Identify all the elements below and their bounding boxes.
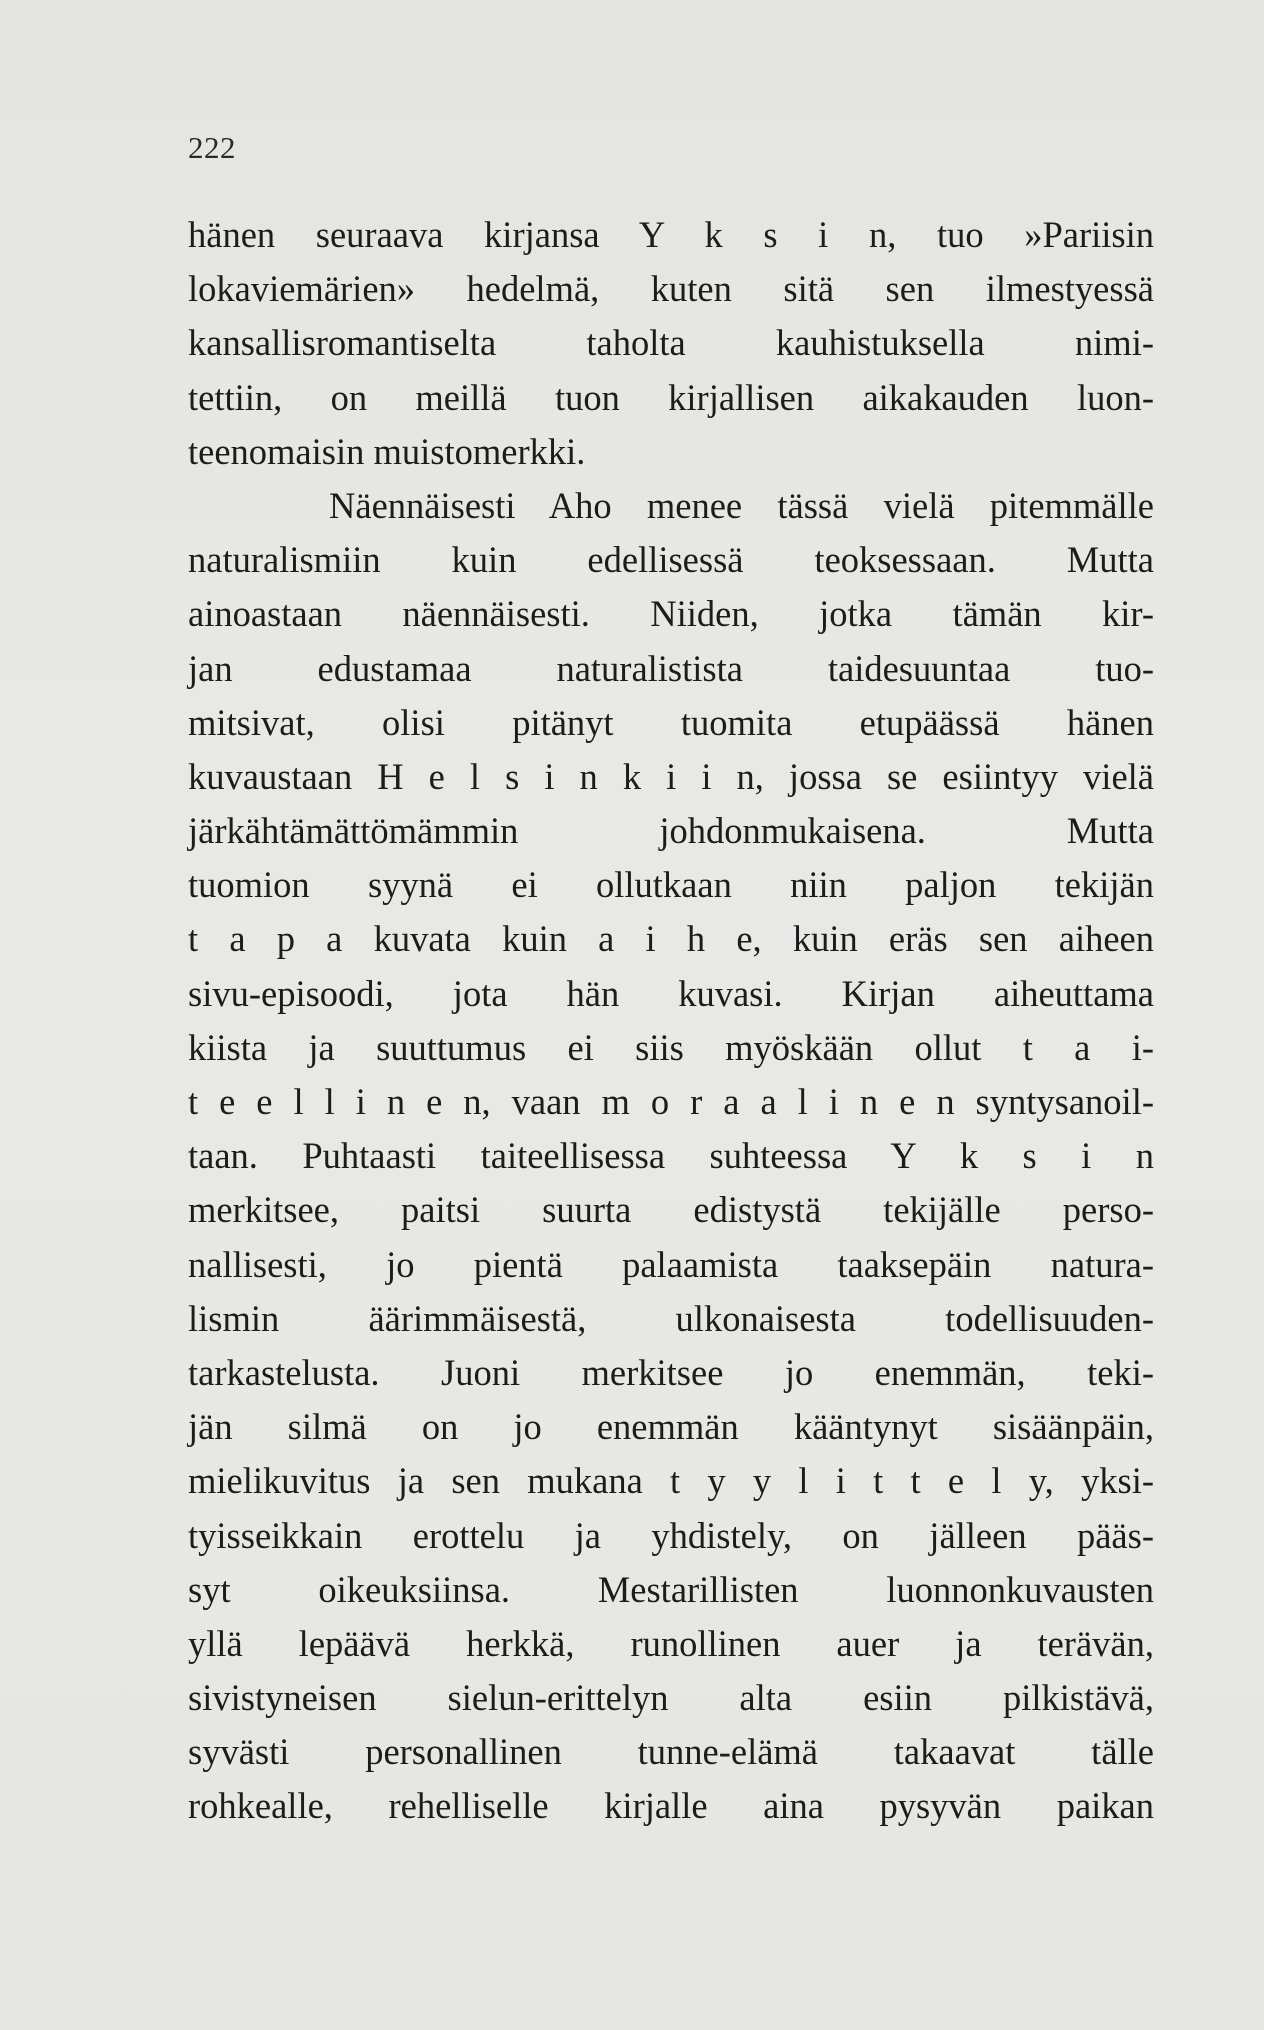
page-number: 222 bbox=[188, 130, 236, 165]
text-line: syvästi personallinen tunne-elämä takaavat tälle bbox=[188, 1731, 1154, 1773]
text-line: sivu-episoodi, jota hän kuvasi. Kirjan aiheuttama bbox=[188, 972, 1154, 1014]
text-line: tarkastelusta. Juoni merkitsee jo enemmän, teki- bbox=[188, 1351, 1154, 1393]
text-line: ainoastaan näennäisesti. Niiden, jotka tämän kir- bbox=[188, 593, 1154, 635]
text-line: kuvaustaan H e l s i n k i i n, jossa se esiintyy vielä bbox=[188, 755, 1154, 797]
text-line: nallisesti, jo pientä palaamista taaksepäin natura- bbox=[188, 1243, 1154, 1285]
text-line: järkähtämättömämmin johdonmukaisena. Mutta bbox=[188, 810, 1154, 852]
text-line: merkitsee, paitsi suurta edistystä tekijälle perso- bbox=[188, 1189, 1154, 1231]
text-line: taan. Puhtaasti taiteellisessa suhteessa Y k s i n bbox=[188, 1135, 1154, 1177]
text-line: tettiin, on meillä tuon kirjallisen aikakauden luon- bbox=[188, 376, 1154, 418]
text-line: syt oikeuksiinsa. Mestarillisten luonnonkuvausten bbox=[188, 1568, 1154, 1610]
text-line: teenomaisin muistomerkki. bbox=[188, 430, 586, 472]
text-line: lokaviemärien» hedelmä, kuten sitä sen ilmestyessä bbox=[188, 268, 1154, 310]
text-line: t e e l l i n e n, vaan m o r a a l i n e n syntysanoil- bbox=[188, 1081, 1154, 1122]
text-line: tuomion syynä ei ollutkaan niin paljon tekijän bbox=[188, 864, 1154, 906]
text-line: hänen seuraava kirjansa Y k s i n, tuo »Pariisin bbox=[188, 214, 1154, 255]
text-line: t a p a kuvata kuin a i h e, kuin eräs sen aiheen bbox=[188, 918, 1154, 960]
text-line: lismin äärimmäisestä, ulkonaisesta todellisuuden- bbox=[188, 1297, 1154, 1339]
text-line: yllä lepäävä herkkä, runollinen auer ja terävän, bbox=[188, 1622, 1154, 1664]
text-line: tyisseikkain erottelu ja yhdistely, on jälleen pääs- bbox=[188, 1514, 1154, 1556]
text-line: naturalismiin kuin edellisessä teoksessaan. Mutta bbox=[188, 539, 1154, 581]
text-line: jan edustamaa naturalistista taidesuuntaa tuo- bbox=[188, 647, 1154, 689]
text-line: rohkealle, rehelliselle kirjalle aina pysyvän paikan bbox=[188, 1785, 1154, 1827]
text-line: kiista ja suuttumus ei siis myöskään ollut t a i- bbox=[188, 1026, 1154, 1068]
text-line: sivistyneisen sielun-erittelyn alta esiin pilkistävä, bbox=[188, 1677, 1154, 1719]
text-line: kansallisromantiselta taholta kauhistuksella nimi- bbox=[188, 322, 1154, 364]
text-line: jän silmä on jo enemmän kääntynyt sisäänpäin, bbox=[188, 1406, 1154, 1448]
text-line: mielikuvitus ja sen mukana t y y l i t t e l y, yksi- bbox=[188, 1460, 1154, 1502]
text-line: Näennäisesti Aho menee tässä vielä pitemmälle bbox=[188, 484, 1154, 526]
body-text bbox=[188, 208, 1154, 1834]
text-line: mitsivat, olisi pitänyt tuomita etupäässä hänen bbox=[188, 701, 1154, 743]
